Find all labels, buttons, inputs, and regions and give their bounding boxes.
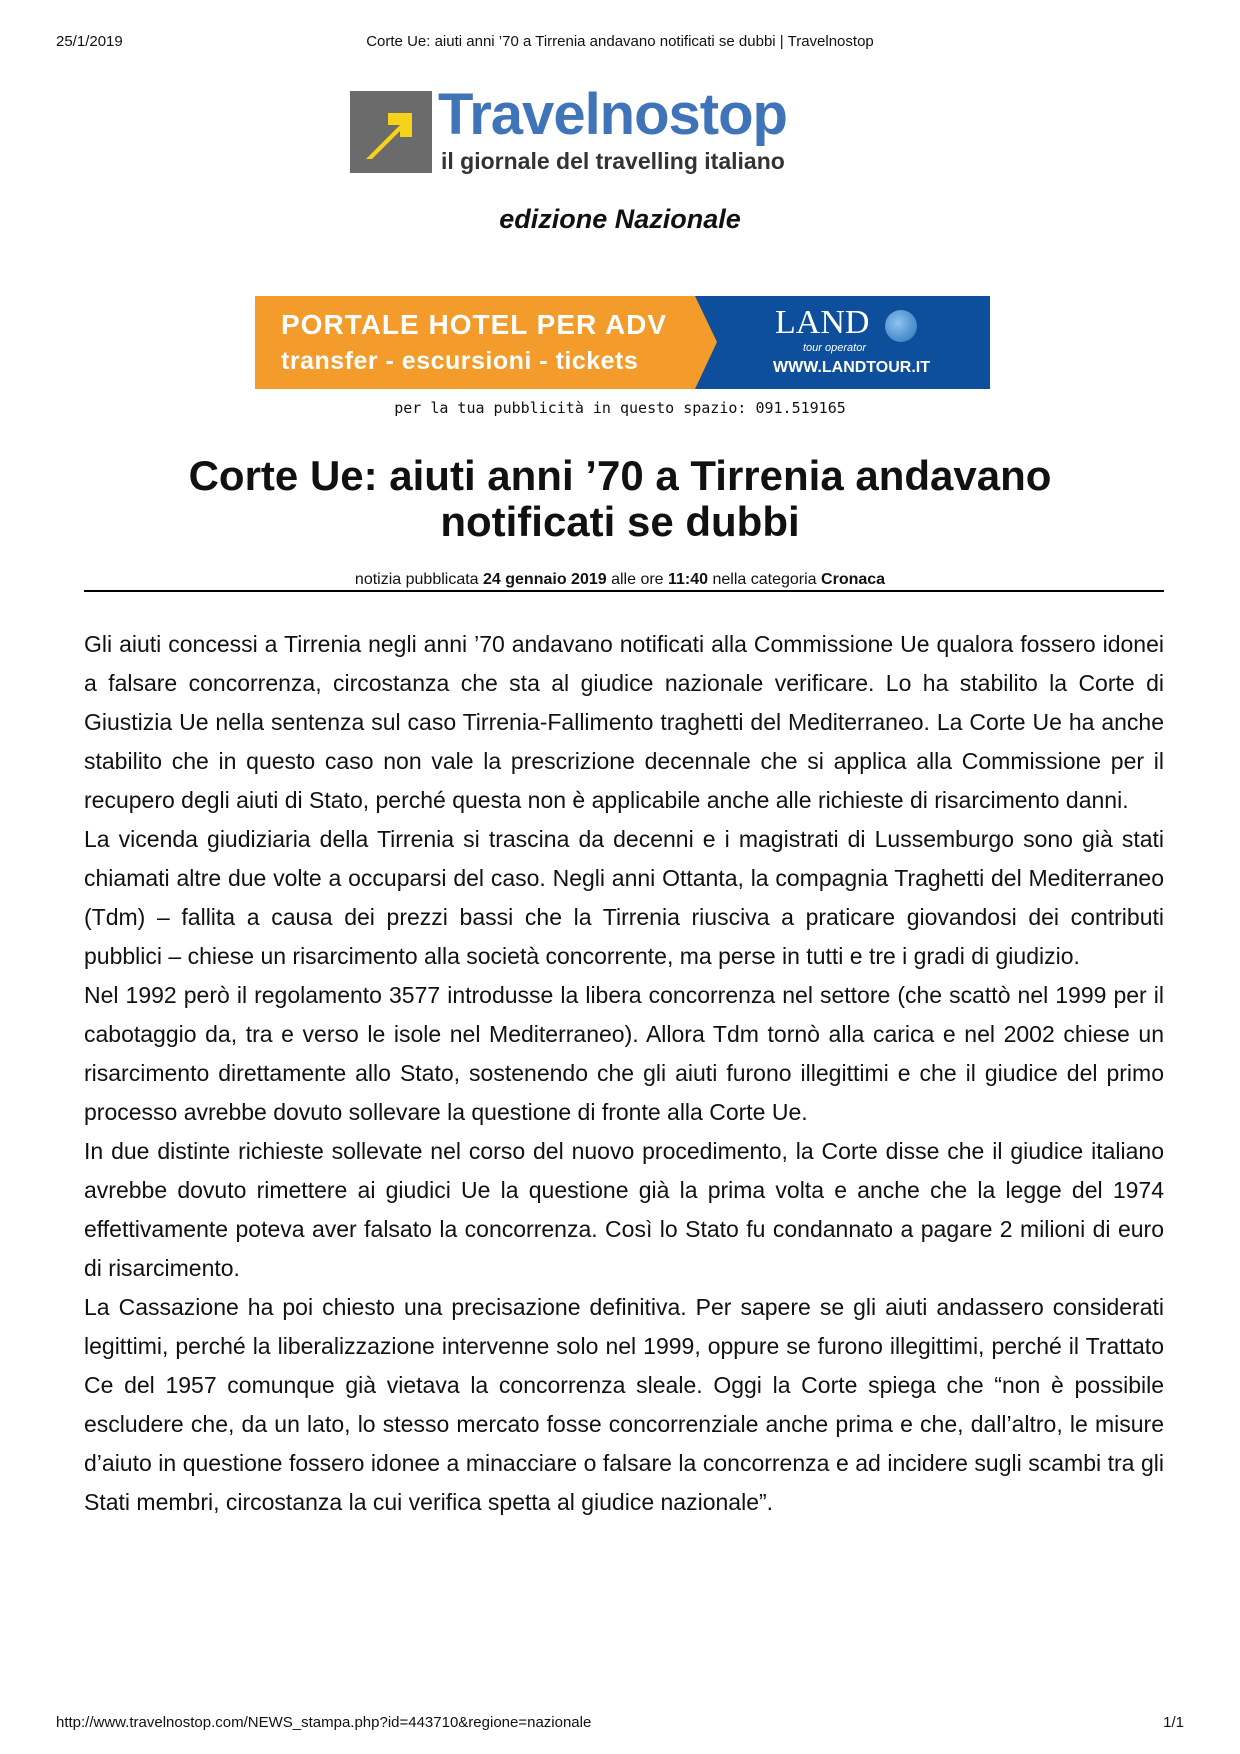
meta-category[interactable]: Cronaca <box>821 571 886 588</box>
meta-prefix: notizia pubblicata <box>354 571 484 588</box>
article-paragraph: Nel 1992 però il regolamento 3577 introdusse la libera concorrenza nel settore (che scattò nel 1999 per il cabotaggio da, tra e verso le isole nel Mediterraneo). Allora Tdm tornò alla carica e nel 2002 chiese un risarcimento direttamente allo Stato, sostenendo che gli aiuti furono illegittimi e che il giudice del primo processo avrebbe dovuto sollevare la questione di fronte alla Corte Ue. <box>84 982 1164 1125</box>
article-paragraph: In due distinte richieste sollevate nel corso del nuovo procedimento, la Corte disse che il giudice italiano avrebbe dovuto rimettere ai giudici Ue la questione già la prima volta e anche che la legge del 1974 effettivamente poteva aver falsato la concorrenza. Così lo Stato fu condannato a pagare 2 milioni di euro di risarcimento. <box>84 1138 1164 1281</box>
banner-brand: LAND <box>775 304 870 341</box>
meta-time: 11:40 <box>668 571 709 588</box>
article-meta <box>0 571 1240 589</box>
title-divider <box>84 590 1164 592</box>
logo-name: Travelnostop <box>438 82 787 147</box>
print-url: http://www.travelnostop.com/NEWS_stampa.php?id=443710&regione=nazionale <box>56 1714 592 1731</box>
travelnostop-logo[interactable] <box>350 82 910 180</box>
banner-line-2: transfer - escursioni - tickets <box>281 347 639 375</box>
print-page-title: Corte Ue: aiuti anni ’70 a Tirrenia andavano notificati se dubbi | Travelnostop <box>366 33 874 50</box>
meta-mid: alle ore <box>606 571 669 588</box>
article-paragraph: La Cassazione ha poi chiesto una precisazione definitiva. Per sapere se gli aiuti andassero considerati legittimi, perché la liberalizzazione intervenne solo nel 1999, oppure se furono illegittimi, perché il Trattato Ce del 1957 comunque già vietava la concorrenza sleale. Oggi la Corte spiega che “non è possibile escludere che, da un lato, lo stesso mercato fosse concorrenziale anche prima e che, dall’altro, le misure d’aiuto in questione fossero idonee a minacciare o falsare la concorrenza e ad incidere sugli scambi tra gli Stati membri, circostanza la cui verifica spetta al giudice nazionale”. <box>84 1294 1164 1515</box>
banner-brand-sub: tour operator <box>803 342 866 354</box>
article-body <box>84 625 1164 1522</box>
print-date: 25/1/2019 <box>56 33 123 50</box>
banner-left-panel <box>255 296 695 389</box>
edition-label: edizione Nazionale <box>499 204 741 234</box>
banner-line-1: PORTALE HOTEL PER ADV <box>281 309 668 340</box>
globe-icon <box>885 310 917 342</box>
article-title: Corte Ue: aiuti anni ’70 a Tirrenia andavano notificati se dubbi <box>188 452 1052 545</box>
ad-banner[interactable] <box>255 296 990 389</box>
banner-arrow <box>695 296 717 389</box>
banner-url: WWW.LANDTOUR.IT <box>773 359 931 376</box>
page-number: 1/1 <box>1163 1714 1184 1731</box>
article-paragraph: Gli aiuti concessi a Tirrenia negli anni ’70 andavano notificati alla Commissione Ue qualora fossero idonei a falsare concorrenza, circostanza che sta al giudice nazionale verificare. Lo ha stabilito la Corte di Giustizia Ue nella sentenza sul caso Tirrenia-Fallimento traghetti del Mediterraneo. La Corte Ue ha anche stabilito che in questo caso non vale la prescrizione decennale che si applica alla Commissione per il recupero degli aiuti di Stato, perché questa non è applicabile anche alle richieste di risarcimento danni. <box>84 631 1164 813</box>
ad-contact-note: per la tua pubblicità in questo spazio: 091.519165 <box>394 399 846 417</box>
meta-date: 24 gennaio 2019 <box>483 571 607 588</box>
article-paragraph: La vicenda giudiziaria della Tirrenia si trascina da decenni e i magistrati di Lussemburgo sono già stati chiamati altre due volte a occuparsi del caso. Negli anni Ottanta, la compagnia Traghetti del Mediterraneo (Tdm) – fallita a causa dei prezzi bassi che la Tirrenia riusciva a praticare giovandosi dei contributi pubblici – chiese un risarcimento alla società concorrente, ma perse in tutti e tre i gradi di giudizio. <box>84 826 1164 969</box>
arrow-icon <box>350 91 432 173</box>
meta-suffix: nella categoria <box>708 571 822 588</box>
logo-tagline: il giornale del travelling italiano <box>441 148 785 174</box>
